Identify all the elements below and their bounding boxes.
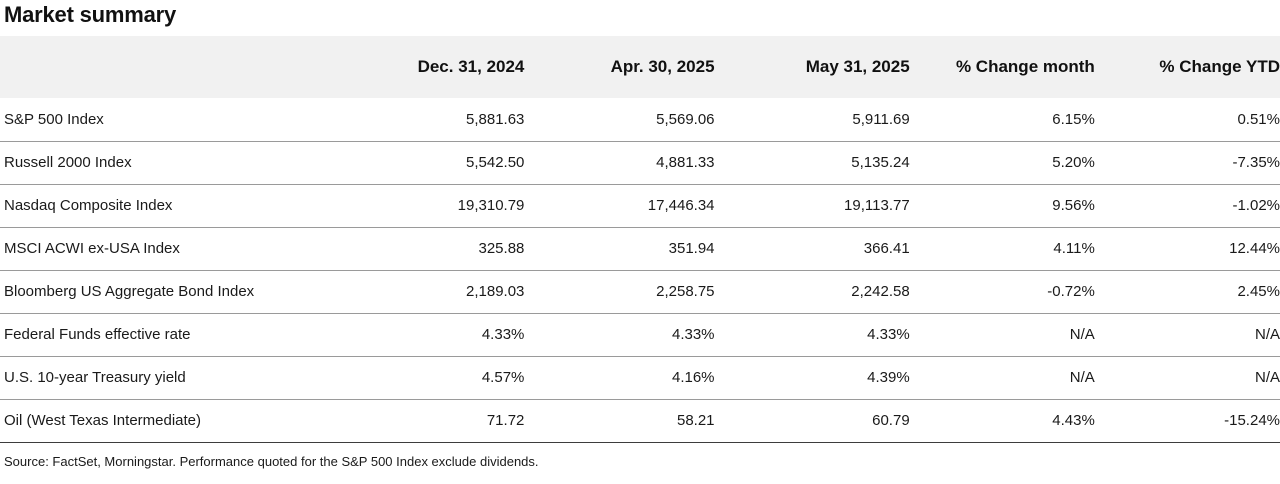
cell-change-month: 4.11% (910, 227, 1095, 270)
cell-dec-31-2024: 5,881.63 (334, 98, 524, 141)
market-summary-table (0, 36, 1280, 443)
table-header-row (0, 36, 1280, 98)
cell-change-ytd: N/A (1095, 356, 1280, 399)
table-row (0, 141, 1280, 184)
row-label: Russell 2000 Index (0, 141, 334, 184)
column-header-change-month: % Change month (910, 36, 1095, 98)
cell-change-month: 9.56% (910, 184, 1095, 227)
cell-apr-30-2025: 5,569.06 (524, 98, 714, 141)
cell-change-ytd: 12.44% (1095, 227, 1280, 270)
cell-change-ytd: -1.02% (1095, 184, 1280, 227)
cell-change-ytd: 2.45% (1095, 270, 1280, 313)
cell-apr-30-2025: 4.16% (524, 356, 714, 399)
column-header-label (0, 36, 334, 98)
row-label: Bloomberg US Aggregate Bond Index (0, 270, 334, 313)
table-header (0, 36, 1280, 98)
cell-may-31-2025: 4.33% (715, 313, 910, 356)
cell-dec-31-2024: 4.33% (334, 313, 524, 356)
cell-change-month: 6.15% (910, 98, 1095, 141)
cell-apr-30-2025: 58.21 (524, 399, 714, 442)
table-row (0, 227, 1280, 270)
cell-may-31-2025: 60.79 (715, 399, 910, 442)
table-row (0, 98, 1280, 141)
page-title: Market summary (4, 2, 177, 27)
cell-change-month: N/A (910, 313, 1095, 356)
column-header-may-31-2025: May 31, 2025 (715, 36, 910, 98)
row-label: S&P 500 Index (0, 98, 334, 141)
cell-apr-30-2025: 4,881.33 (524, 141, 714, 184)
cell-dec-31-2024: 71.72 (334, 399, 524, 442)
cell-change-month: 5.20% (910, 141, 1095, 184)
cell-may-31-2025: 2,242.58 (715, 270, 910, 313)
table-row (0, 356, 1280, 399)
table-row (0, 313, 1280, 356)
row-label: Oil (West Texas Intermediate) (0, 399, 334, 442)
table-row (0, 184, 1280, 227)
table-row (0, 399, 1280, 442)
column-header-change-ytd: % Change YTD (1095, 36, 1280, 98)
row-label: Federal Funds effective rate (0, 313, 334, 356)
table-body (0, 98, 1280, 442)
cell-may-31-2025: 5,135.24 (715, 141, 910, 184)
cell-change-ytd: N/A (1095, 313, 1280, 356)
cell-may-31-2025: 4.39% (715, 356, 910, 399)
cell-dec-31-2024: 4.57% (334, 356, 524, 399)
row-label: U.S. 10-year Treasury yield (0, 356, 334, 399)
cell-change-ytd: 0.51% (1095, 98, 1280, 141)
cell-dec-31-2024: 19,310.79 (334, 184, 524, 227)
cell-may-31-2025: 19,113.77 (715, 184, 910, 227)
cell-apr-30-2025: 17,446.34 (524, 184, 714, 227)
cell-apr-30-2025: 2,258.75 (524, 270, 714, 313)
cell-dec-31-2024: 5,542.50 (334, 141, 524, 184)
cell-dec-31-2024: 325.88 (334, 227, 524, 270)
row-label: Nasdaq Composite Index (0, 184, 334, 227)
cell-change-month: -0.72% (910, 270, 1095, 313)
cell-may-31-2025: 366.41 (715, 227, 910, 270)
cell-dec-31-2024: 2,189.03 (334, 270, 524, 313)
cell-apr-30-2025: 4.33% (524, 313, 714, 356)
cell-apr-30-2025: 351.94 (524, 227, 714, 270)
cell-may-31-2025: 5,911.69 (715, 98, 910, 141)
source-note: Source: FactSet, Morningstar. Performance quoted for the S&P 500 Index exclude dividends. (4, 453, 539, 469)
cell-change-month: 4.43% (910, 399, 1095, 442)
table-row (0, 270, 1280, 313)
cell-change-month: N/A (910, 356, 1095, 399)
column-header-apr-30-2025: Apr. 30, 2025 (524, 36, 714, 98)
cell-change-ytd: -15.24% (1095, 399, 1280, 442)
column-header-dec-31-2024: Dec. 31, 2024 (334, 36, 524, 98)
row-label: MSCI ACWI ex-USA Index (0, 227, 334, 270)
cell-change-ytd: -7.35% (1095, 141, 1280, 184)
